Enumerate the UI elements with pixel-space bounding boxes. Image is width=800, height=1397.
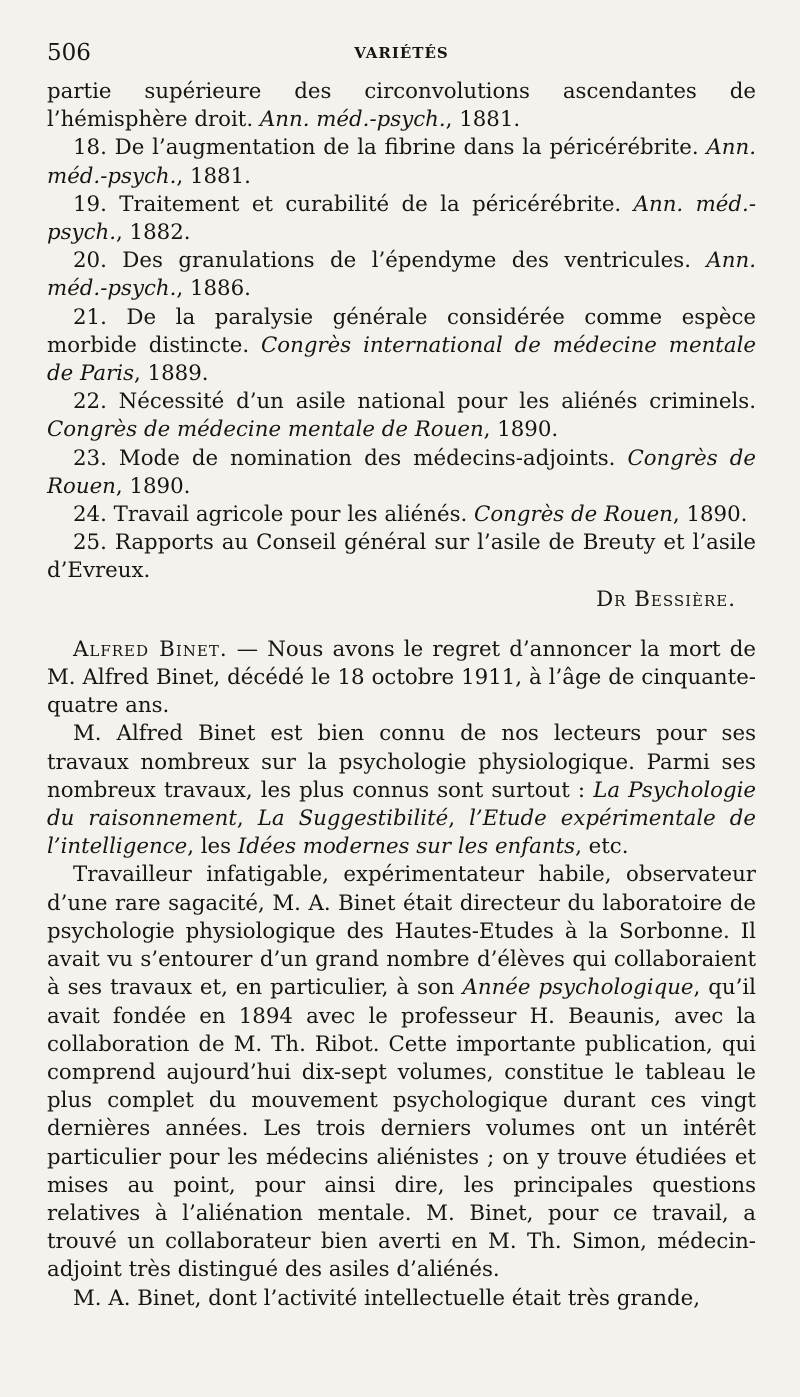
obituary-heading: Alfred Binet. — [73, 636, 228, 662]
italic-text: Idées modernes sur les enfants — [237, 834, 576, 860]
text-segment: 22. Nécessité d’un asile national pour les aliénés criminels. — [73, 389, 756, 415]
page-number: 506 — [47, 40, 91, 66]
text-segment: 24. Travail agricole pour les aliénés. — [73, 502, 475, 528]
obituary-paragraph — [47, 1285, 756, 1313]
section-title: VARIÉTÉS — [354, 44, 449, 62]
italic-text: l’Etude expérimentale de l’intelligence — [47, 806, 757, 860]
bibliography-entry — [47, 445, 756, 501]
italic-text: Ann. méd.-psych. — [47, 135, 756, 189]
italic-text: Ann. méd.-psych. — [47, 191, 757, 246]
text-segment: 21. De la paralysie générale considérée comme espèce morbide distincte. — [47, 304, 756, 358]
bibliography-entry — [47, 191, 756, 247]
italic-text: La Psychologie du raisonnement — [47, 777, 756, 832]
text-segment: M. A. Binet, dont l’activité intellectuelle était très grande, — [73, 1285, 700, 1311]
bibliography-entry — [47, 529, 756, 585]
text-segment: , 1890. — [672, 502, 748, 528]
italic-text: Congrès de Rouen — [47, 445, 756, 499]
obituary-paragraph — [47, 720, 756, 861]
text-segment: , 1882. — [116, 220, 191, 246]
italic-text: Congrès international de médecine mentale de Paris — [47, 332, 756, 387]
text-segment: partie supérieure des circonvolutions ascendantes de l’hémisphère droit. — [47, 79, 756, 133]
obituary-article — [47, 636, 756, 1313]
text-segment: , 1889. — [134, 361, 209, 387]
italic-text: Congrès de médecine mentale de Rouen — [47, 417, 484, 443]
text-segment: , les — [187, 834, 238, 860]
text-segment: — Nous avons le regret d’annoncer la mort de M. Alfred Binet, décédé le 18 octobre 1911, à l’âge de cinquante-quatre ans. — [47, 636, 756, 719]
text-segment: , 1881. — [176, 163, 251, 189]
text-segment: , — [236, 806, 258, 832]
text-segment: 23. Mode de nomination des médecins-adjoints. — [73, 445, 628, 471]
italic-text: Congrès de Rouen — [474, 502, 673, 528]
obituary-paragraph — [47, 861, 756, 1284]
bibliography-continued-entry — [47, 78, 756, 134]
text-segment: 18. De l’augmentation de la fibrine dans la péricérébrite. — [73, 135, 707, 161]
bibliography-entry — [47, 388, 756, 444]
text-segment: , 1881. — [445, 107, 521, 133]
text-segment: , etc. — [575, 834, 629, 860]
bibliography-entry — [47, 134, 756, 190]
text-segment: Travailleur infatigable, expérimentateur habile, observateur d’une rare sagacité, M. A. Binet était directeur du laboratoire de psychologie physiologique des Hautes-Etudes à la Sorbonne. Il avait vu s’entourer d’un grand nombre d’élèves qui collaboraient à ses travaux et, en particulier, à son — [47, 862, 756, 1001]
bibliography-entry — [47, 304, 756, 389]
obituary-paragraph — [47, 636, 756, 721]
italic-text: La Suggestibilité — [257, 806, 449, 832]
italic-text: Ann. méd.-psych. — [47, 248, 756, 302]
italic-text: Ann. méd.-psych. — [259, 107, 446, 133]
author-signature: Dr Bessière. — [596, 586, 736, 612]
bibliography-entry — [47, 501, 756, 529]
bibliography-list — [47, 78, 756, 614]
italic-text: Année psychologique — [462, 975, 694, 1001]
text-segment: 20. Des granulations de l’épendyme des ventricules. — [73, 248, 707, 274]
text-segment: M. Alfred Binet est bien connu de nos lecteurs pour ses travaux nombreux sur la psychologie physiologique. Parmi ses nombreux travaux, les plus connus sont surtout : — [47, 721, 756, 803]
text-segment: , qu’il avait fondée en 1894 avec le professeur H. Beaunis, avec la collaboration de M. Th. Ribot. Cette importante publication, qui comprend aujourd’hui dix-sept volumes, constitue le tableau le plus complet du mouvement psychologique durant ces vingt dernières années. Les trois derniers volumes ont un intérêt particulier pour les médecins aliénistes ; on y trouve étudiées et mises au point, pour ainsi dire, les principales questions relatives à l’aliénation mentale. M. Binet, pour ce travail, a trouvé un collaborateur bien averti en M. Th. Simon, médecin-adjoint très distingué des asiles d’aliénés. — [47, 975, 756, 1283]
text-segment: 25. Rapports au Conseil général sur l’asile de Breuty et l’asile d’Evreux. — [47, 530, 756, 584]
text-segment: , 1890. — [483, 417, 559, 443]
text-segment: , — [448, 806, 470, 832]
running-head — [47, 34, 756, 68]
text-segment: , 1890. — [115, 473, 191, 499]
text-segment: 19. Traitement et curabilité de la péricérébrite. — [73, 191, 634, 217]
text-segment: , 1886. — [176, 276, 251, 302]
bibliography-entry — [47, 247, 756, 303]
